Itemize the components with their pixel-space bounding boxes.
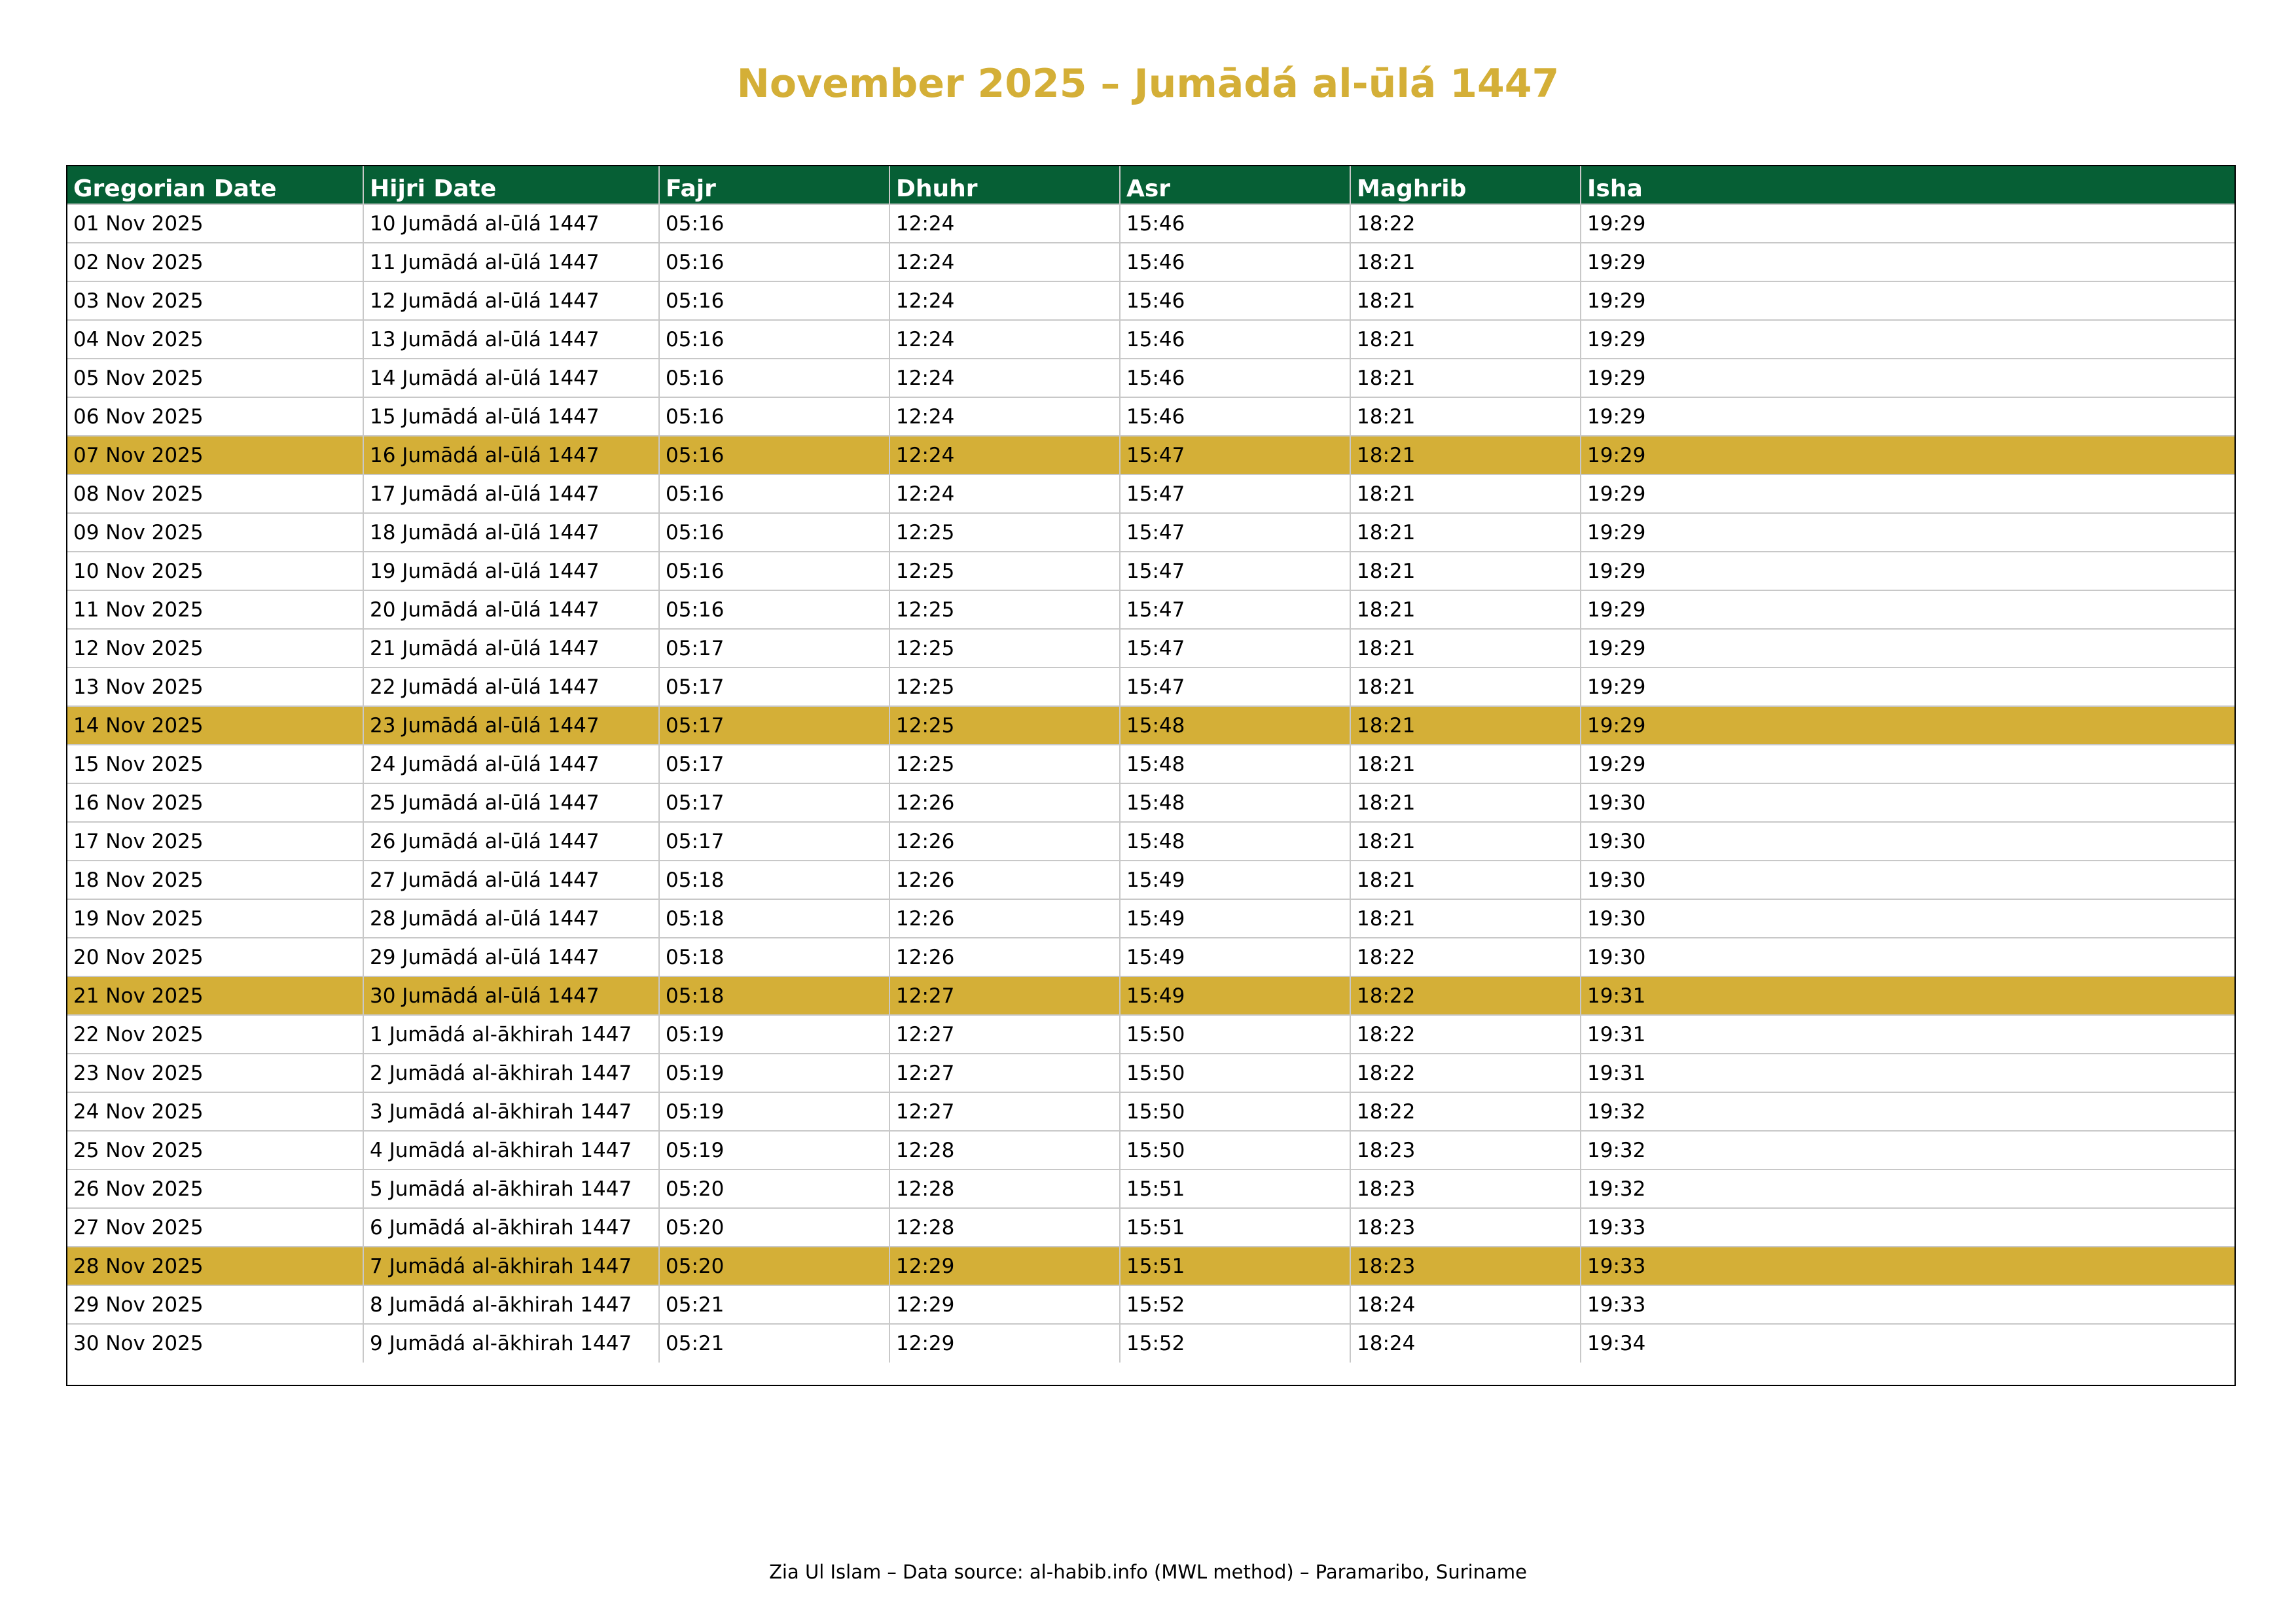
gregorian-date-cell: 17 Nov 2025 (67, 822, 363, 861)
table-row (67, 668, 2234, 706)
table-row (67, 513, 2234, 552)
asr-time-cell: 15:50 (1120, 1054, 1350, 1092)
asr-time-cell: 15:50 (1120, 1131, 1350, 1169)
isha-time-cell: 19:29 (1581, 706, 2234, 745)
dhuhr-time-cell: 12:25 (889, 745, 1120, 783)
maghrib-time-cell: 18:21 (1350, 474, 1581, 513)
maghrib-time-cell: 18:22 (1350, 204, 1581, 243)
maghrib-time-cell: 18:23 (1350, 1247, 1581, 1285)
asr-time-cell: 15:48 (1120, 783, 1350, 822)
dhuhr-time-cell: 12:27 (889, 1092, 1120, 1131)
fajr-time-cell: 05:19 (659, 1015, 889, 1054)
gregorian-date-cell: 19 Nov 2025 (67, 899, 363, 938)
table-row-highlighted (67, 1247, 2234, 1285)
hijri-date-cell: 11 Jumādá al-ūlá 1447 (363, 243, 659, 281)
table-row-highlighted (67, 976, 2234, 1015)
table-row (67, 320, 2234, 359)
fajr-time-cell: 05:18 (659, 899, 889, 938)
fajr-time-cell: 05:20 (659, 1169, 889, 1208)
isha-time-cell: 19:29 (1581, 629, 2234, 668)
fajr-time-cell: 05:19 (659, 1054, 889, 1092)
gregorian-date-cell: 20 Nov 2025 (67, 938, 363, 976)
table-row (67, 397, 2234, 436)
table-row (67, 281, 2234, 320)
asr-time-cell: 15:46 (1120, 397, 1350, 436)
isha-time-cell: 19:33 (1581, 1285, 2234, 1324)
table-row (67, 1285, 2234, 1324)
hijri-date-cell: 18 Jumādá al-ūlá 1447 (363, 513, 659, 552)
gregorian-date-cell: 15 Nov 2025 (67, 745, 363, 783)
asr-time-cell: 15:47 (1120, 436, 1350, 474)
asr-time-cell: 15:47 (1120, 552, 1350, 590)
dhuhr-time-cell: 12:24 (889, 320, 1120, 359)
gregorian-date-cell: 18 Nov 2025 (67, 861, 363, 899)
fajr-time-cell: 05:18 (659, 938, 889, 976)
hijri-date-cell: 9 Jumādá al-ākhirah 1447 (363, 1324, 659, 1363)
dhuhr-time-cell: 12:25 (889, 668, 1120, 706)
fajr-time-cell: 05:16 (659, 552, 889, 590)
table-row (67, 1054, 2234, 1092)
maghrib-time-cell: 18:21 (1350, 320, 1581, 359)
maghrib-time-cell: 18:23 (1350, 1169, 1581, 1208)
table-row (67, 629, 2234, 668)
gregorian-date-cell: 27 Nov 2025 (67, 1208, 363, 1247)
gregorian-date-cell: 26 Nov 2025 (67, 1169, 363, 1208)
table-body (67, 204, 2234, 1363)
asr-time-cell: 15:47 (1120, 513, 1350, 552)
isha-time-cell: 19:33 (1581, 1208, 2234, 1247)
fajr-time-cell: 05:16 (659, 590, 889, 629)
asr-time-cell: 15:46 (1120, 243, 1350, 281)
isha-time-cell: 19:29 (1581, 436, 2234, 474)
isha-time-cell: 19:29 (1581, 359, 2234, 397)
column-header-maghrib: Maghrib (1350, 166, 1581, 204)
table-row (67, 1092, 2234, 1131)
maghrib-time-cell: 18:22 (1350, 1092, 1581, 1131)
fajr-time-cell: 05:21 (659, 1285, 889, 1324)
maghrib-time-cell: 18:24 (1350, 1324, 1581, 1363)
asr-time-cell: 15:46 (1120, 359, 1350, 397)
maghrib-time-cell: 18:21 (1350, 861, 1581, 899)
table-row (67, 474, 2234, 513)
fajr-time-cell: 05:16 (659, 204, 889, 243)
fajr-time-cell: 05:16 (659, 359, 889, 397)
hijri-date-cell: 1 Jumādá al-ākhirah 1447 (363, 1015, 659, 1054)
gregorian-date-cell: 12 Nov 2025 (67, 629, 363, 668)
fajr-time-cell: 05:17 (659, 629, 889, 668)
asr-time-cell: 15:52 (1120, 1285, 1350, 1324)
dhuhr-time-cell: 12:26 (889, 822, 1120, 861)
gregorian-date-cell: 28 Nov 2025 (67, 1247, 363, 1285)
dhuhr-time-cell: 12:24 (889, 281, 1120, 320)
isha-time-cell: 19:29 (1581, 204, 2234, 243)
isha-time-cell: 19:34 (1581, 1324, 2234, 1363)
asr-time-cell: 15:48 (1120, 822, 1350, 861)
dhuhr-time-cell: 12:28 (889, 1131, 1120, 1169)
gregorian-date-cell: 02 Nov 2025 (67, 243, 363, 281)
asr-time-cell: 15:47 (1120, 590, 1350, 629)
isha-time-cell: 19:29 (1581, 513, 2234, 552)
gregorian-date-cell: 08 Nov 2025 (67, 474, 363, 513)
isha-time-cell: 19:30 (1581, 899, 2234, 938)
maghrib-time-cell: 18:22 (1350, 938, 1581, 976)
dhuhr-time-cell: 12:24 (889, 474, 1120, 513)
page-title: November 2025 – Jumādá al-ūlá 1447 (736, 61, 1560, 107)
asr-time-cell: 15:46 (1120, 320, 1350, 359)
isha-time-cell: 19:32 (1581, 1092, 2234, 1131)
dhuhr-time-cell: 12:25 (889, 552, 1120, 590)
asr-time-cell: 15:49 (1120, 899, 1350, 938)
gregorian-date-cell: 13 Nov 2025 (67, 668, 363, 706)
hijri-date-cell: 24 Jumādá al-ūlá 1447 (363, 745, 659, 783)
table-row (67, 938, 2234, 976)
dhuhr-time-cell: 12:28 (889, 1208, 1120, 1247)
column-header-dhuhr: Dhuhr (889, 166, 1120, 204)
hijri-date-cell: 4 Jumādá al-ākhirah 1447 (363, 1131, 659, 1169)
hijri-date-cell: 26 Jumādá al-ūlá 1447 (363, 822, 659, 861)
dhuhr-time-cell: 12:27 (889, 1054, 1120, 1092)
fajr-time-cell: 05:20 (659, 1208, 889, 1247)
gregorian-date-cell: 24 Nov 2025 (67, 1092, 363, 1131)
asr-time-cell: 15:52 (1120, 1324, 1350, 1363)
maghrib-time-cell: 18:24 (1350, 1285, 1581, 1324)
isha-time-cell: 19:31 (1581, 1054, 2234, 1092)
dhuhr-time-cell: 12:28 (889, 1169, 1120, 1208)
dhuhr-time-cell: 12:26 (889, 899, 1120, 938)
fajr-time-cell: 05:19 (659, 1131, 889, 1169)
hijri-date-cell: 17 Jumādá al-ūlá 1447 (363, 474, 659, 513)
table-row (67, 899, 2234, 938)
maghrib-time-cell: 18:21 (1350, 668, 1581, 706)
isha-time-cell: 19:29 (1581, 474, 2234, 513)
dhuhr-time-cell: 12:24 (889, 204, 1120, 243)
maghrib-time-cell: 18:21 (1350, 359, 1581, 397)
hijri-date-cell: 29 Jumādá al-ūlá 1447 (363, 938, 659, 976)
fajr-time-cell: 05:17 (659, 822, 889, 861)
maghrib-time-cell: 18:21 (1350, 281, 1581, 320)
dhuhr-time-cell: 12:24 (889, 359, 1120, 397)
isha-time-cell: 19:30 (1581, 783, 2234, 822)
isha-time-cell: 19:30 (1581, 822, 2234, 861)
hijri-date-cell: 10 Jumādá al-ūlá 1447 (363, 204, 659, 243)
column-header-isha: Isha (1581, 166, 2234, 204)
gregorian-date-cell: 05 Nov 2025 (67, 359, 363, 397)
gregorian-date-cell: 04 Nov 2025 (67, 320, 363, 359)
maghrib-time-cell: 18:23 (1350, 1131, 1581, 1169)
table-row-highlighted (67, 436, 2234, 474)
dhuhr-time-cell: 12:26 (889, 861, 1120, 899)
isha-time-cell: 19:30 (1581, 861, 2234, 899)
gregorian-date-cell: 21 Nov 2025 (67, 976, 363, 1015)
column-header-gregorian-date: Gregorian Date (67, 166, 363, 204)
dhuhr-time-cell: 12:26 (889, 938, 1120, 976)
hijri-date-cell: 20 Jumādá al-ūlá 1447 (363, 590, 659, 629)
fajr-time-cell: 05:21 (659, 1324, 889, 1363)
maghrib-time-cell: 18:22 (1350, 1054, 1581, 1092)
fajr-time-cell: 05:17 (659, 706, 889, 745)
hijri-date-cell: 27 Jumādá al-ūlá 1447 (363, 861, 659, 899)
maghrib-time-cell: 18:21 (1350, 552, 1581, 590)
asr-time-cell: 15:49 (1120, 938, 1350, 976)
dhuhr-time-cell: 12:29 (889, 1324, 1120, 1363)
gregorian-date-cell: 01 Nov 2025 (67, 204, 363, 243)
column-header-hijri-date: Hijri Date (363, 166, 659, 204)
hijri-date-cell: 15 Jumādá al-ūlá 1447 (363, 397, 659, 436)
dhuhr-time-cell: 12:25 (889, 590, 1120, 629)
table-header-row (67, 166, 2234, 204)
gregorian-date-cell: 29 Nov 2025 (67, 1285, 363, 1324)
dhuhr-time-cell: 12:24 (889, 243, 1120, 281)
fajr-time-cell: 05:17 (659, 668, 889, 706)
hijri-date-cell: 8 Jumādá al-ākhirah 1447 (363, 1285, 659, 1324)
gregorian-date-cell: 25 Nov 2025 (67, 1131, 363, 1169)
isha-time-cell: 19:29 (1581, 745, 2234, 783)
fajr-time-cell: 05:16 (659, 436, 889, 474)
asr-time-cell: 15:46 (1120, 281, 1350, 320)
maghrib-time-cell: 18:21 (1350, 629, 1581, 668)
table-row (67, 745, 2234, 783)
gregorian-date-cell: 10 Nov 2025 (67, 552, 363, 590)
dhuhr-time-cell: 12:25 (889, 513, 1120, 552)
maghrib-time-cell: 18:21 (1350, 899, 1581, 938)
dhuhr-time-cell: 12:24 (889, 397, 1120, 436)
asr-time-cell: 15:50 (1120, 1092, 1350, 1131)
fajr-time-cell: 05:18 (659, 861, 889, 899)
asr-time-cell: 15:49 (1120, 976, 1350, 1015)
hijri-date-cell: 21 Jumādá al-ūlá 1447 (363, 629, 659, 668)
table-row (67, 243, 2234, 281)
gregorian-date-cell: 16 Nov 2025 (67, 783, 363, 822)
fajr-time-cell: 05:16 (659, 281, 889, 320)
table-row (67, 1324, 2234, 1363)
gregorian-date-cell: 06 Nov 2025 (67, 397, 363, 436)
isha-time-cell: 19:29 (1581, 397, 2234, 436)
hijri-date-cell: 28 Jumādá al-ūlá 1447 (363, 899, 659, 938)
maghrib-time-cell: 18:21 (1350, 436, 1581, 474)
hijri-date-cell: 14 Jumādá al-ūlá 1447 (363, 359, 659, 397)
asr-time-cell: 15:46 (1120, 204, 1350, 243)
dhuhr-time-cell: 12:29 (889, 1247, 1120, 1285)
fajr-time-cell: 05:18 (659, 976, 889, 1015)
hijri-date-cell: 25 Jumādá al-ūlá 1447 (363, 783, 659, 822)
gregorian-date-cell: 07 Nov 2025 (67, 436, 363, 474)
maghrib-time-cell: 18:21 (1350, 397, 1581, 436)
hijri-date-cell: 30 Jumādá al-ūlá 1447 (363, 976, 659, 1015)
table-row (67, 822, 2234, 861)
footer-source-note: Zia Ul Islam – Data source: al-habib.info (MWL method) – Paramaribo, Suriname (769, 1561, 1527, 1583)
maghrib-time-cell: 18:21 (1350, 783, 1581, 822)
isha-time-cell: 19:29 (1581, 668, 2234, 706)
fajr-time-cell: 05:17 (659, 783, 889, 822)
table-row (67, 783, 2234, 822)
dhuhr-time-cell: 12:24 (889, 436, 1120, 474)
isha-time-cell: 19:29 (1581, 243, 2234, 281)
maghrib-time-cell: 18:21 (1350, 822, 1581, 861)
isha-time-cell: 19:29 (1581, 281, 2234, 320)
table-row (67, 1015, 2234, 1054)
dhuhr-time-cell: 12:27 (889, 1015, 1120, 1054)
maghrib-time-cell: 18:21 (1350, 243, 1581, 281)
gregorian-date-cell: 09 Nov 2025 (67, 513, 363, 552)
column-header-asr: Asr (1120, 166, 1350, 204)
gregorian-date-cell: 22 Nov 2025 (67, 1015, 363, 1054)
isha-time-cell: 19:31 (1581, 1015, 2234, 1054)
dhuhr-time-cell: 12:26 (889, 783, 1120, 822)
asr-time-cell: 15:51 (1120, 1208, 1350, 1247)
maghrib-time-cell: 18:21 (1350, 745, 1581, 783)
table-row (67, 204, 2234, 243)
table-row (67, 359, 2234, 397)
table-row (67, 1208, 2234, 1247)
fajr-time-cell: 05:16 (659, 397, 889, 436)
hijri-date-cell: 3 Jumādá al-ākhirah 1447 (363, 1092, 659, 1131)
column-header-fajr: Fajr (659, 166, 889, 204)
maghrib-time-cell: 18:21 (1350, 513, 1581, 552)
fajr-time-cell: 05:17 (659, 745, 889, 783)
asr-time-cell: 15:47 (1120, 474, 1350, 513)
gregorian-date-cell: 30 Nov 2025 (67, 1324, 363, 1363)
prayer-timetable (66, 165, 2236, 1386)
hijri-date-cell: 23 Jumādá al-ūlá 1447 (363, 706, 659, 745)
fajr-time-cell: 05:16 (659, 320, 889, 359)
isha-time-cell: 19:31 (1581, 976, 2234, 1015)
fajr-time-cell: 05:16 (659, 513, 889, 552)
asr-time-cell: 15:51 (1120, 1247, 1350, 1285)
hijri-date-cell: 6 Jumādá al-ākhirah 1447 (363, 1208, 659, 1247)
table-row-highlighted (67, 706, 2234, 745)
asr-time-cell: 15:51 (1120, 1169, 1350, 1208)
hijri-date-cell: 2 Jumādá al-ākhirah 1447 (363, 1054, 659, 1092)
isha-time-cell: 19:29 (1581, 552, 2234, 590)
dhuhr-time-cell: 12:27 (889, 976, 1120, 1015)
gregorian-date-cell: 03 Nov 2025 (67, 281, 363, 320)
hijri-date-cell: 7 Jumādá al-ākhirah 1447 (363, 1247, 659, 1285)
table-row (67, 1131, 2234, 1169)
isha-time-cell: 19:32 (1581, 1131, 2234, 1169)
table-row (67, 590, 2234, 629)
fajr-time-cell: 05:16 (659, 474, 889, 513)
hijri-date-cell: 13 Jumādá al-ūlá 1447 (363, 320, 659, 359)
prayer-table (67, 166, 2234, 1363)
hijri-date-cell: 16 Jumādá al-ūlá 1447 (363, 436, 659, 474)
asr-time-cell: 15:47 (1120, 629, 1350, 668)
hijri-date-cell: 22 Jumādá al-ūlá 1447 (363, 668, 659, 706)
maghrib-time-cell: 18:22 (1350, 976, 1581, 1015)
maghrib-time-cell: 18:22 (1350, 1015, 1581, 1054)
gregorian-date-cell: 14 Nov 2025 (67, 706, 363, 745)
gregorian-date-cell: 11 Nov 2025 (67, 590, 363, 629)
maghrib-time-cell: 18:21 (1350, 706, 1581, 745)
hijri-date-cell: 12 Jumādá al-ūlá 1447 (363, 281, 659, 320)
dhuhr-time-cell: 12:25 (889, 629, 1120, 668)
hijri-date-cell: 5 Jumādá al-ākhirah 1447 (363, 1169, 659, 1208)
gregorian-date-cell: 23 Nov 2025 (67, 1054, 363, 1092)
table-row (67, 1169, 2234, 1208)
dhuhr-time-cell: 12:29 (889, 1285, 1120, 1324)
hijri-date-cell: 19 Jumādá al-ūlá 1447 (363, 552, 659, 590)
isha-time-cell: 19:32 (1581, 1169, 2234, 1208)
isha-time-cell: 19:29 (1581, 590, 2234, 629)
isha-time-cell: 19:30 (1581, 938, 2234, 976)
maghrib-time-cell: 18:21 (1350, 590, 1581, 629)
fajr-time-cell: 05:19 (659, 1092, 889, 1131)
dhuhr-time-cell: 12:25 (889, 706, 1120, 745)
fajr-time-cell: 05:20 (659, 1247, 889, 1285)
table-row (67, 861, 2234, 899)
fajr-time-cell: 05:16 (659, 243, 889, 281)
asr-time-cell: 15:48 (1120, 706, 1350, 745)
table-row (67, 552, 2234, 590)
asr-time-cell: 15:49 (1120, 861, 1350, 899)
isha-time-cell: 19:29 (1581, 320, 2234, 359)
asr-time-cell: 15:50 (1120, 1015, 1350, 1054)
asr-time-cell: 15:47 (1120, 668, 1350, 706)
isha-time-cell: 19:33 (1581, 1247, 2234, 1285)
maghrib-time-cell: 18:23 (1350, 1208, 1581, 1247)
asr-time-cell: 15:48 (1120, 745, 1350, 783)
